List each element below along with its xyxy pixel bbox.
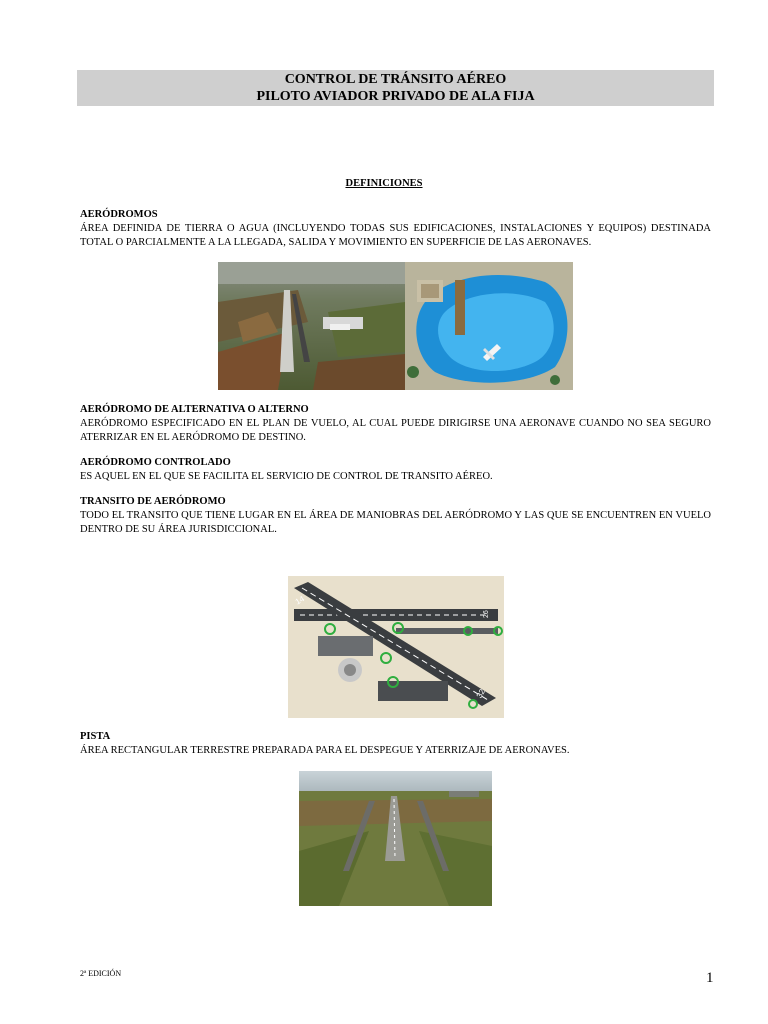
runway-14-label: 14 [293, 594, 306, 607]
runway-26-label: 26 [483, 610, 490, 618]
definition-body: ES AQUEL EN EL QUE SE FACILITA EL SERVICIO DE CONTROL DE TRANSITO AÉREO. [80, 471, 493, 482]
airport-diagram [288, 576, 504, 718]
section-heading: DEFINICIONES [345, 178, 423, 189]
water-aerodrome-illustration [405, 262, 573, 390]
definition-term: PISTA [80, 731, 111, 742]
document-title-box [77, 70, 714, 106]
definition-term: AERÓDROMOS [80, 209, 158, 220]
land-aerodrome-photo [218, 262, 405, 390]
definition-body: TODO EL TRANSITO QUE TIENE LUGAR EN EL ÁREA DE MANIOBRAS DEL AERÓDROMO Y LAS QUE SE ENCUENTREN EN VUELO DENTRO DE SU ÁREA JURISDICCIONAL. [80, 510, 711, 535]
definition-body: ÁREA DEFINIDA DE TIERRA O AGUA (INCLUYENDO TODAS SUS EDIFICACIONES, INSTALACIONES Y EQUIPOS) DESTINADA TOTAL O PARCIALMENTE A LA LLEGADA, SALIDA Y MOVIMIENTO EN SUPERFICIE DE LAS AERONAVES. [80, 223, 711, 248]
definition-body: ÁREA RECTANGULAR TERRESTRE PREPARADA PARA EL DESPEGUE Y ATERRIZAJE DE AERONAVES. [80, 745, 570, 756]
page-number: 1 [706, 970, 714, 986]
definition-alternate-aerodrome [80, 403, 711, 445]
runway-32-label: 32 [474, 687, 487, 700]
definition-runway [80, 730, 711, 758]
definition-term: AERÓDROMO DE ALTERNATIVA O ALTERNO [80, 404, 309, 415]
definition-aerodromos [80, 208, 711, 250]
title-line-1: CONTROL DE TRÁNSITO AÉREO [284, 72, 507, 87]
title-line-2: PILOTO AVIADOR PRIVADO DE ALA FIJA [256, 89, 535, 104]
definition-body: AERÓDROMO ESPECIFICADO EN EL PLAN DE VUELO, AL CUAL PUEDE DIRIGIRSE UNA AERONAVE CUANDO NO SEA SEGURO ATERRIZAR EN EL AERÓDROMO DE DESTINO. [80, 418, 711, 443]
edition-label: 2ª EDICIÓN [80, 969, 122, 978]
definition-controlled-aerodrome [80, 456, 711, 484]
definition-term: AERÓDROMO CONTROLADO [80, 457, 231, 468]
definition-term: TRANSITO DE AERÓDROMO [80, 496, 226, 507]
runway-photo [299, 771, 492, 906]
definition-aerodrome-traffic [80, 495, 711, 537]
